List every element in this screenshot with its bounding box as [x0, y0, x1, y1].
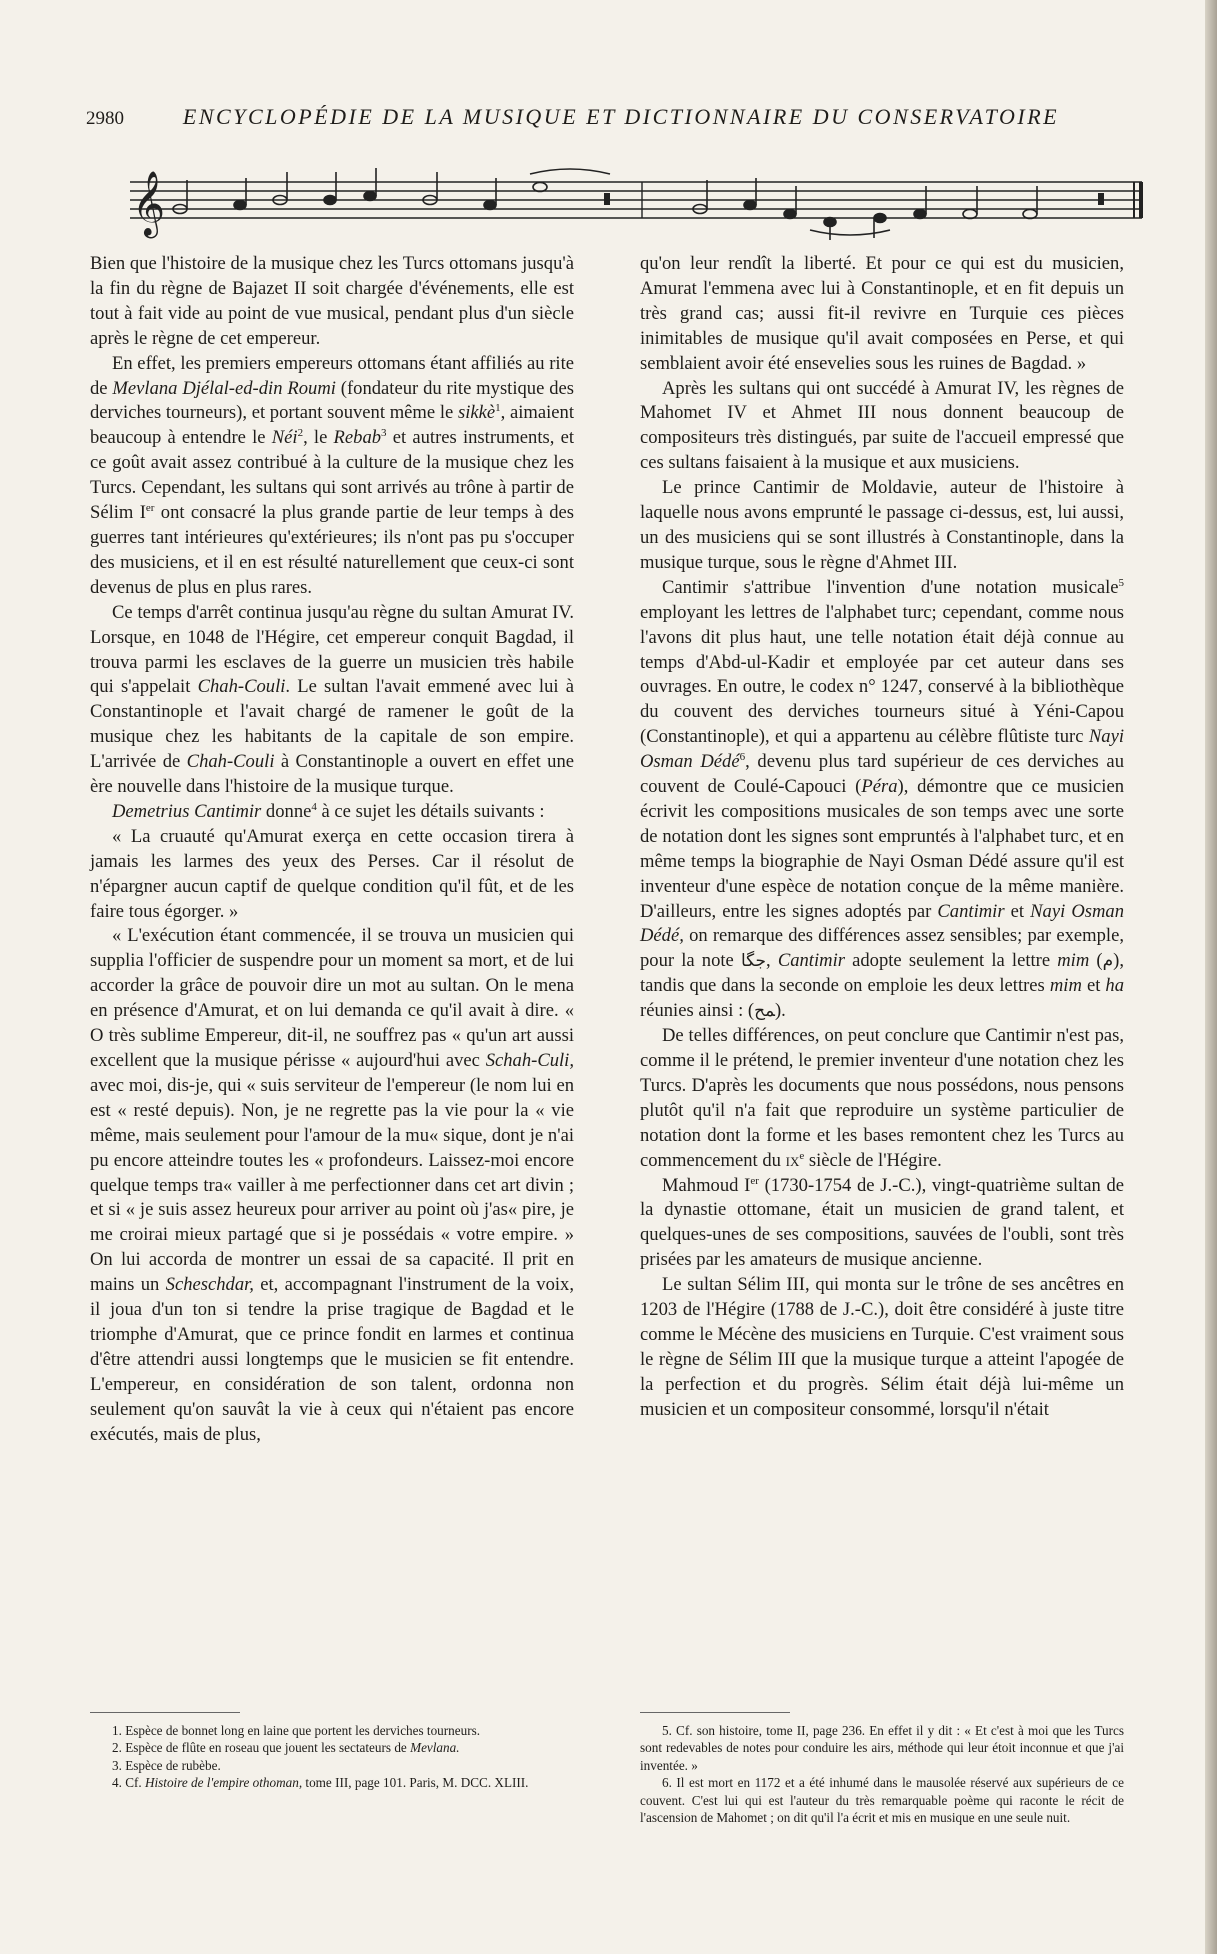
page-number: 2980	[86, 108, 124, 129]
rests	[604, 193, 1104, 205]
footnote-rule	[90, 1712, 240, 1713]
footnotes-right	[640, 1722, 1124, 1826]
music-staff	[130, 160, 1150, 242]
footnote-1: 1. Espèce de bonnet long en laine que portent les derviches tourneurs.	[112, 1723, 481, 1738]
paragraph: Après les sultans qui ont succédé à Amurat IV, les règnes de Mahomet IV et Ahmet III nous donnent beaucoup de compositeurs très distingués, par suite de l'accueil empressé que ces sultans faisaient à la musique et aux musiciens.	[640, 377, 1124, 474]
paragraph: Le sultan Sélim III, qui monta sur le trône de ses ancêtres en 1203 de l'Hégire (1788 de J.-C.), doit être considéré à juste titre comme le Mécène des musiciens en Turquie. C'est vraiment sous le règne de Sélim III que la musique turque a atteint l'apogée de la perfection et du progrès. Sélim était déjà lui-même un musicien et un compositeur consommé, lorsqu'il n'était	[640, 1274, 1124, 1420]
quote-paragraph: « La cruauté qu'Amurat exerça en cette occasion tirera à jamais les larmes des yeux des Perses. Car il résolut de n'épargner aucun captif de quelque condition qu'il fût, et de les faire tous égorger. »	[90, 825, 574, 922]
paragraph: Demetrius Cantimir donne$^4$ à ce sujet les détails suivants :	[112, 800, 545, 822]
paragraph: Ce temps d'arrêt continua jusqu'au règne du sultan Amurat IV. Lorsque, en 1048 de l'Hégire, cet empereur conquit Bagdad, il trouva parmi les esclaves de la guerre un musicien très habile qui s'appelait Chah-Couli. Le sultan l'avait emmené avec lui à Constantinople et l'avait chargé de ramener le goût de la musique chez les habitants de la capitale de son empire. L'arrivée de Chah-Couli à Constantinople a ouvert en effet une ère nouvelle dans l'histoire de la musique turque.	[90, 601, 575, 798]
paragraph: Bien que l'histoire de la musique chez les Turcs ottomans jusqu'à la fin du règne de Bajazet II soit chargée d'événements, elle est tout à fait vide au point de vue musical, pendant plus d'un siècle après le règne de cet empereur.	[90, 253, 574, 349]
arabic-note-glyph: ﺟﮕﺎ	[740, 951, 767, 972]
running-title: ENCYCLOPÉDIE DE LA MUSIQUE ET DICTIONNAIRE DU CONSERVATOIRE	[182, 104, 1060, 129]
footnote-rule	[640, 1712, 790, 1713]
text-column-right	[640, 252, 1124, 1423]
arabic-mim-ha-glyph: ﻤﺢ	[754, 1001, 775, 1022]
footnote-6: 6. Il est mort en 1172 et a été inhumé dans le mausolée réservé aux supérieurs de ce couvent. C'est lui qui est l'auteur du très remarquable poème qui raconte le récit de l'ascension de Mahomet ; on dit qu'il l'a écrit et mis en musique en une seule nuit.	[640, 1775, 1124, 1826]
paragraph: De telles différences, on peut conclure que Cantimir n'est pas, comme il le prétend, le premier inventeur d'une notation chez les Turcs. D'après les documents que nous possédons, nous pensons plutôt qu'il n'a fait que reproduire un système particulier de notation dont la forme et les bases remontent chez les Turcs au commencement du $ix^e$ siècle de l'Hégire.	[640, 1025, 1124, 1171]
paragraph: Le prince Cantimir de Moldavie, auteur de l'histoire à laquelle nous avons emprunté le passage ci-dessus, est, lui aussi, un des musiciens qui se sont illustrés à Constantinople, dans la musique turque, sous le règne d'Ahmet III.	[640, 477, 1124, 573]
paragraph: Mahmoud Ier (1730-1754 de J.-C.), vingt-quatrième sultan de la dynastie ottomane, était un musicien de grand talent, et quelques-unes de ses compositions, sauvées de l'oubli, sont très prisées par les amateurs de musique ancienne.	[640, 1174, 1124, 1271]
page-edge	[1205, 0, 1217, 1954]
text-column-left	[90, 252, 574, 1448]
paragraph: En effet, les premiers empereurs ottomans étant affiliés au rite de Mevlana Djélal-ed-din Roumi (fondateur du rite mystique des derviches tourneurs), et portant souvent même le sikkè$^1$, aimaient beaucoup à entendre le Néi$^2$, le Rebab$^3$ et autres instruments, et ce goût avait assez contribué à la culture de la musique chez les Turcs. Cependant, les sultans qui sont arrivés au trône à partir de Sélim Ier ont consacré la plus grande partie de leur temps à des guerres tant intérieures qu'extérieures; ils n'ont pas pu s'occuper des musiciens, et il en est résulté naturellement que ceux-ci sont devenus de plus en plus rares.	[90, 352, 575, 598]
page-header	[86, 104, 1086, 138]
quote-paragraph: « L'exécution étant commencée, il se trouva un musicien qui supplia l'officier de suspendre pour un moment sa mort, et de lui accorder la grâce de pouvoir dire un mot au sultan. On le mena en présence d'Amurat, et on lui demanda ce qu'il avait à dire. « O très sublime Empereur, dit-il, ne souffrez pas « qu'un art aussi excellent que la musique périsse « aujourd'hui avec Schah-Culi, avec moi, dis-je, qui « suis serviteur de l'empereur (le nom lui en est « resté depuis). Non, je ne regrette pas la vie pour la « vie même, mais seulement pour l'amour de la mu« sique, dont je n'ai pu encore atteindre toutes les « profondeurs. Laissez-moi encore quelque temps tra« vailler à me perfectionner dans cet art divin ; et si « je suis assez heureux pour arriver au point où j'as« pire, je me croirai mieux partagé que si je possédais « votre empire. » On lui accorda de montrer un essai de sa capacité. Il prit en mains un Scheschdar, et, accompagnant l'instrument de la voix, il joua d'un ton si tendre la prise tragique de Bagdad et le triomphe d'Amurat, que ce prince fondit en larmes et continua d'être attendri aussi longtemps que le musicien se fit entendre. L'empereur, en considération de son talent, ordonna non seulement qu'on sauvât la vie à ceux qui n'étaient pas encore exécutés, mais de plus,	[90, 925, 574, 1445]
paragraph: Cantimir s'attribue l'invention d'une notation musicale$^5$ employant les lettres de l'alphabet turc; cependant, comme nous l'avons dit plus haut, une telle notation était déjà connue au temps d'Abd-ul-Kadir et employée par cet auteur dans ses ouvrages. En outre, le codex n° 1247, conservé à la bibliothèque du couvent des derviches tourneurs situé à Yéni-Capou (Constantinople), et qui a appartenu au célèbre flûtiste turc Nayi Osman Dédé$^6$, devenu plus tard supérieur de ces derviches au couvent de Coulé-Capouci (Péra), démontre que ce musicien écrivit les compositions musicales de son temps avec une sorte de notation dont les signes sont empruntés à l'alphabet turc, et en même temps la biographie de Nayi Osman Dédé assure qu'il est inventeur d'une espèce de notation conçue de la même manière. D'ailleurs, entre les signes adoptés par Cantimir et Nayi Osman Dédé, on remarque des différences assez sensibles; par exemple, pour la note ﺟﮕﺎ, Cantimir adopte seulement la lettre mim (ﻡ), tandis que dans la seconde on emploie les deux lettres mim et ha réunies ainsi : (ﻤﺢ).	[640, 576, 1125, 1022]
footnote-2: 2. Espèce de flûte en roseau que jouent les sectateurs de Mevlana.	[112, 1740, 460, 1756]
footnotes-left	[90, 1722, 574, 1792]
footnote-5: 5. Cf. son histoire, tome II, page 236. En effet il y dit : « Et c'est à moi que les Turcs sont redevables de notes pour conduire les airs, méthode qui leur étoit inconnue et que j'ai inventée. »	[640, 1723, 1124, 1773]
treble-clef: 𝄞	[132, 171, 166, 236]
arabic-mim-glyph: ﻡ	[1102, 951, 1114, 972]
paragraph: qu'on leur rendît la liberté. Et pour ce qui est du musicien, Amurat l'emmena avec lui à Constantinople, et en fit depuis un très grand cas; aussi fit-il revivre en Turquie ces pièces inimitables de musique qu'il avait composées en Perse, et qui semblaient avoir été ensevelies sous les ruines de Bagdad. »	[640, 253, 1124, 374]
footnote-3: 3. Espèce de rubèbe.	[112, 1757, 221, 1773]
footnote-4: 4. Cf. Histoire de l'empire othoman, tome III, page 101. Paris, M. DCC. XLIII.	[112, 1775, 529, 1791]
